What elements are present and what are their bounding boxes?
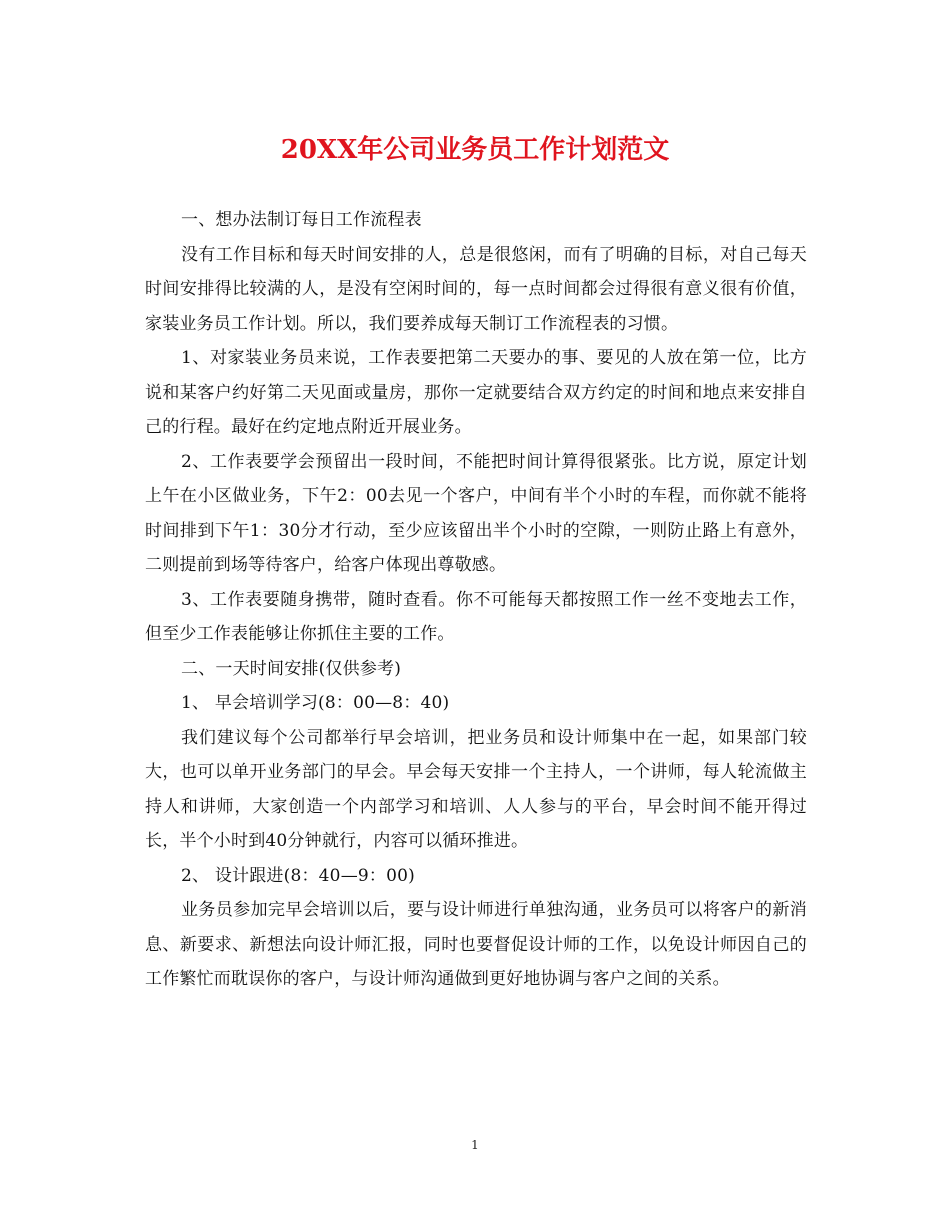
paragraph: 没有工作目标和每天时间安排的人，总是很悠闲，而有了明确的目标，对自己每天时间安排得比较满的人，是没有空闲时间的，每一点时间都会过得很有意义很有价值，家装业务员工作计划。所以，我们要养成每天制订工作流程表的习惯。: [145, 244, 807, 334]
page-number: 1: [471, 1138, 479, 1152]
document-body: [145, 203, 807, 997]
subheading: 1、 早会培训学习(8：00—8：40): [181, 693, 450, 713]
subheading: 2、 设计跟进(8：40—9：00): [181, 865, 415, 886]
document-title: 20XX年公司业务员工作计划范文: [280, 135, 670, 165]
paragraph: 3、工作表要随身携带，随时查看。你不可能每天都按照工作一丝不变地去工作，但至少工作表能够让你抓住主要的工作。: [145, 589, 807, 644]
section-heading-2: 二、一天时间安排(仅供参考): [181, 658, 402, 679]
paragraph: 业务员参加完早会培训以后，要与设计师进行单独沟通，业务员可以将客户的新消息、新要求、新想法向设计师汇报，同时也要督促设计师的工作，以免设计师因自己的工作繁忙而耽误你的客户，与设计师沟通做到更好地协调与客户之间的关系。: [145, 900, 807, 989]
paragraph: 2、工作表要学会预留出一段时间，不能把时间计算得很紧张。比方说，原定计划上午在小区做业务，下午2：00去见一个客户，中间有半个小时的车程，而你就不能将时间排到下午1：30分才行动，至少应该留出半个小时的空隙，一则防止路上有意外，二则提前到场等待客户，给客户体现出尊敬感。: [145, 451, 807, 575]
paragraph: 1、对家装业务员来说，工作表要把第二天要办的事、要见的人放在第一位，比方说和某客户约好第二天见面或量房，那你一定就要结合双方约定的时间和地点来安排自己的行程。最好在约定地点附近开展业务。: [145, 348, 807, 437]
paragraph: 我们建议每个公司都举行早会培训，把业务员和设计师集中在一起，如果部门较大，也可以单开业务部门的早会。早会每天安排一个主持人，一个讲师，每人轮流做主持人和讲师，大家创造一个内部学习和培训、人人参与的平台，早会时间不能开得过长，半个小时到40分钟就行，内容可以循环推进。: [145, 727, 807, 851]
section-heading-1: 一、想办法制订每日工作流程表: [181, 210, 422, 230]
